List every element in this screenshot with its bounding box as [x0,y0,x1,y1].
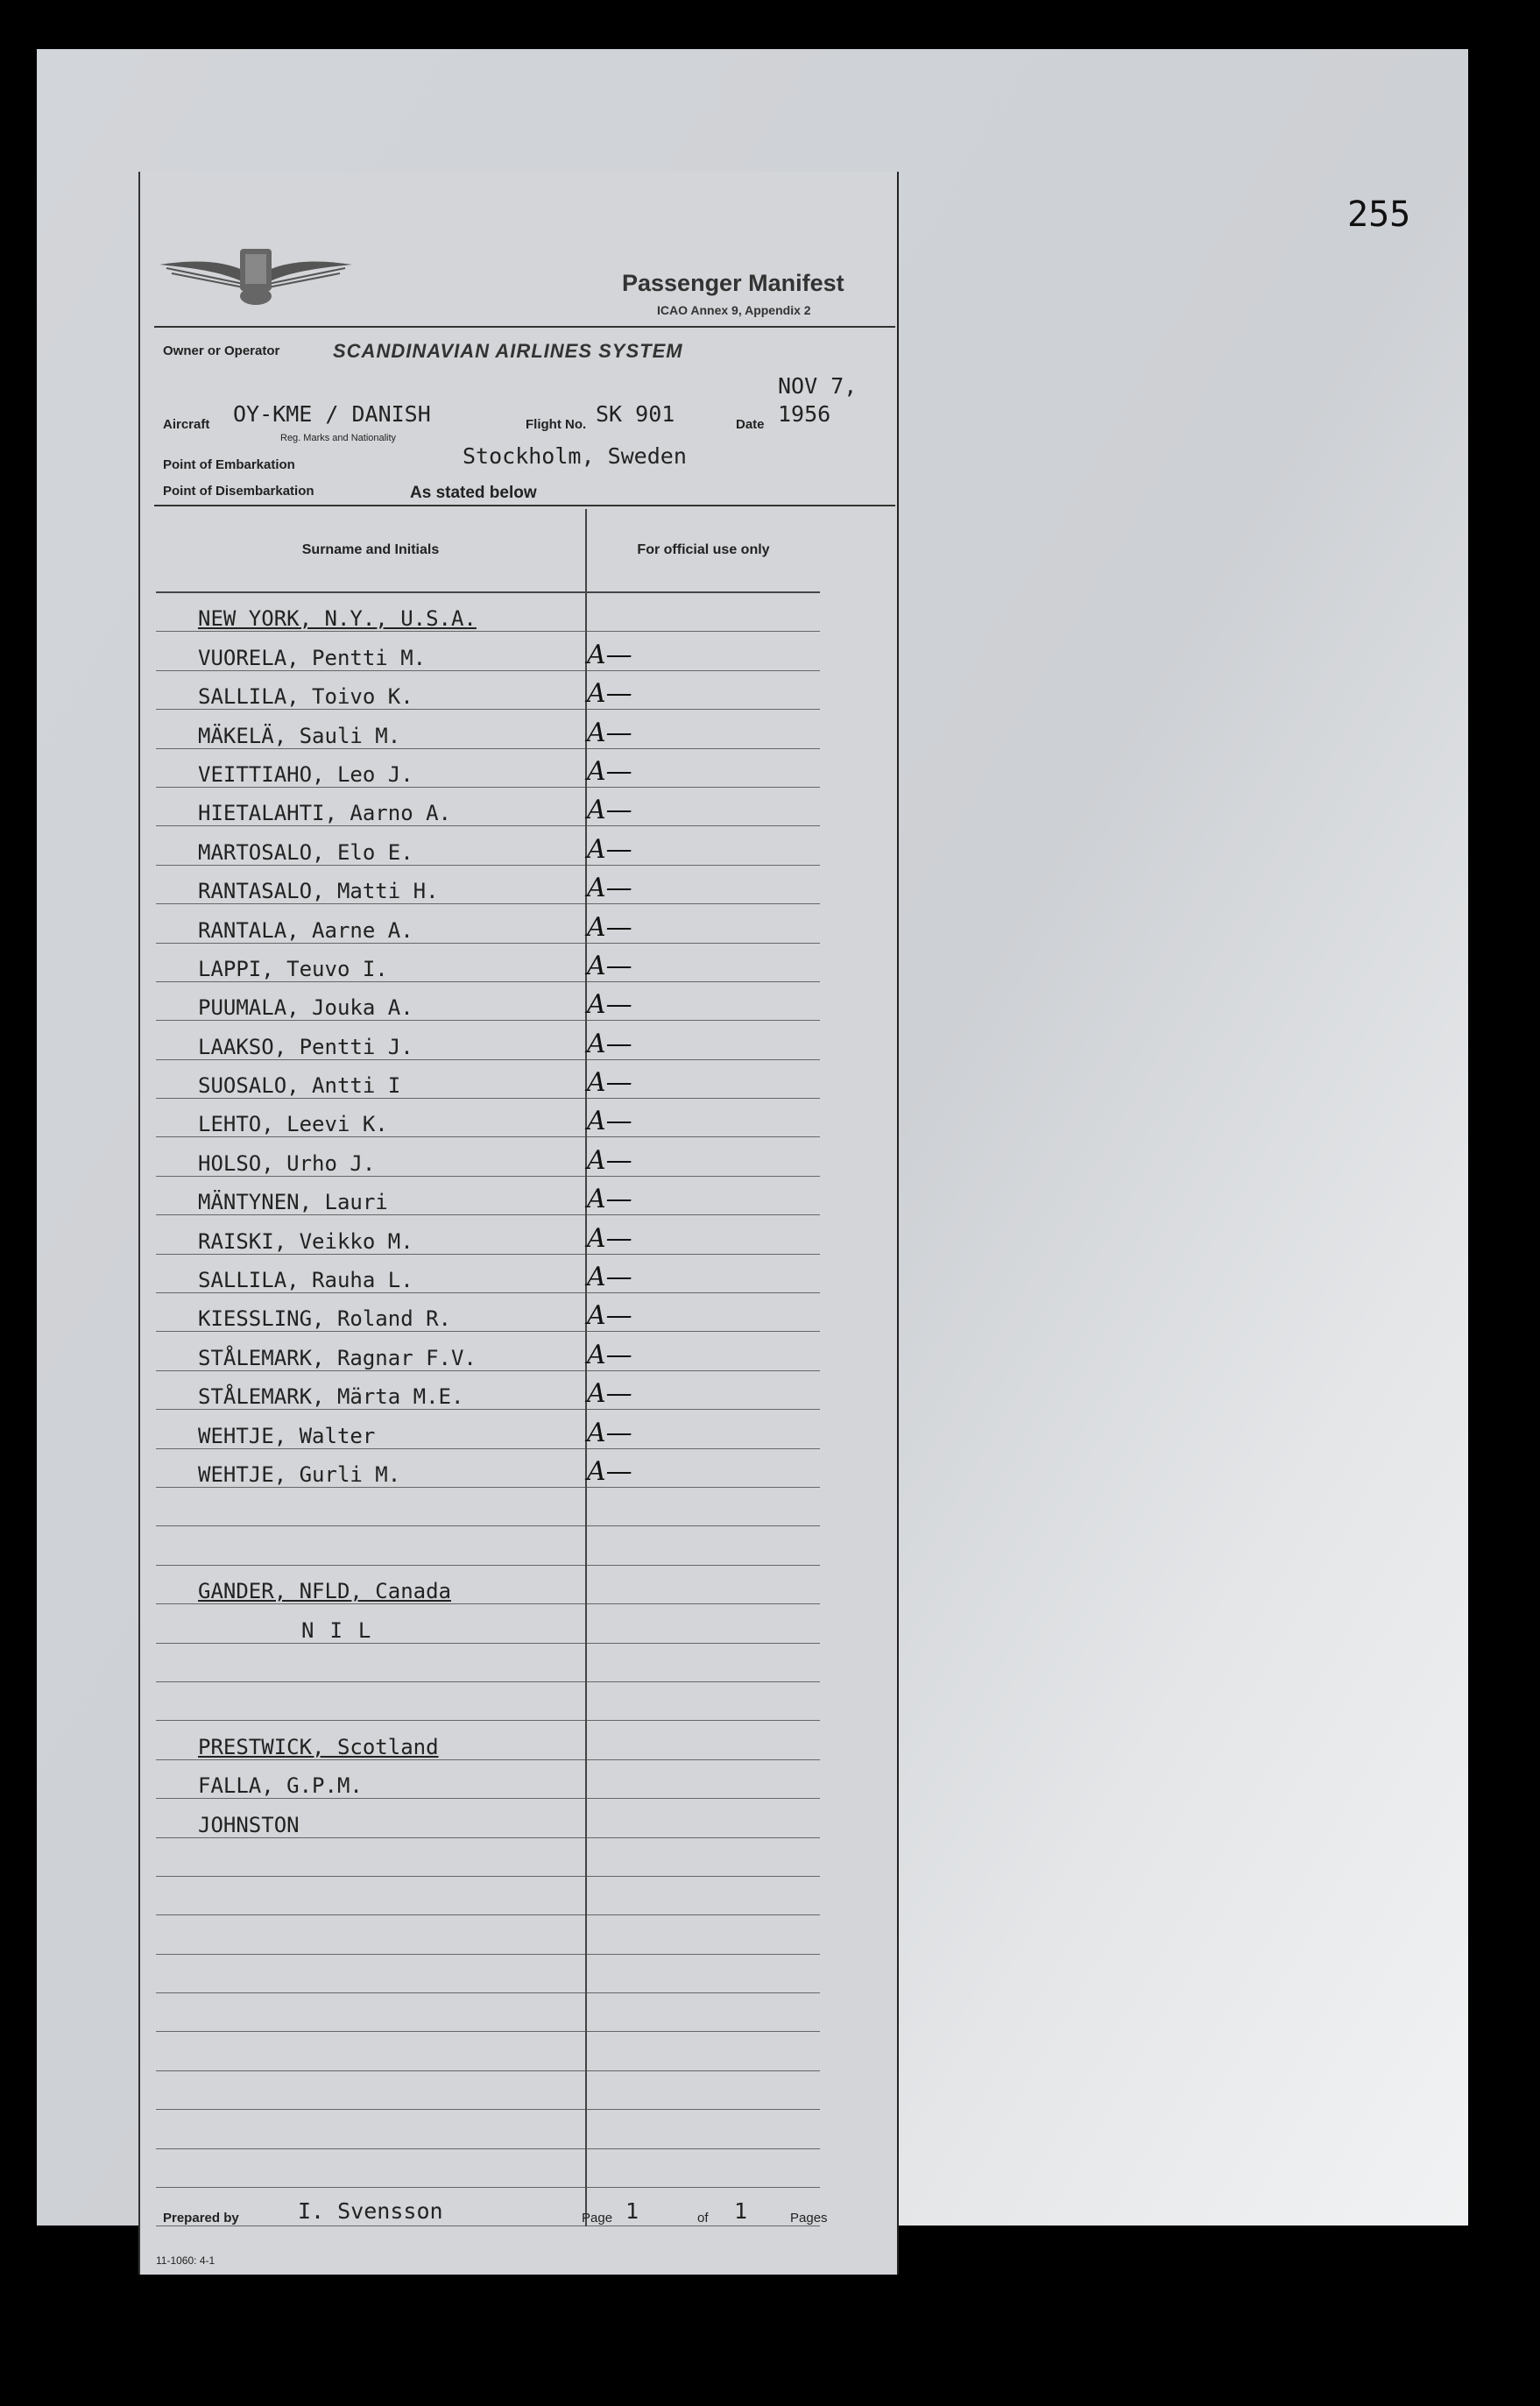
date-value-line2: 1956 [778,401,831,427]
official-use-cell [586,904,820,943]
aircraft-value: OY-KME / DANISH [233,401,431,427]
embark-value: Stockholm, Sweden [463,443,687,469]
official-mark: A— [587,1339,632,1370]
header-rule [154,326,895,328]
passenger-name [156,1759,586,1798]
passenger-name-text: MÄNTYNEN, Lauri [198,1190,388,1215]
table-row [156,826,820,865]
form-code: 11-1060: 4-1 [156,2254,215,2267]
table-row [156,1059,820,1098]
passenger-name [156,1876,586,1914]
passenger-name-text: KIESSLING, Roland R. [198,1306,451,1332]
official-mark: A— [587,1028,632,1059]
table-row [156,1099,820,1137]
table-row [156,1254,820,1292]
passenger-name-text: RAISKI, Veikko M. [198,1228,413,1254]
passenger-name-text: SUOSALO, Antti I [198,1073,401,1099]
passenger-name [156,826,586,865]
table-body [156,592,820,2226]
form-footer [156,2191,874,2226]
official-mark: A— [587,1144,632,1176]
passenger-name-text: SALLILA, Toivo K. [198,684,413,710]
passenger-name-text: LEHTO, Leevi K. [198,1112,388,1137]
table-row [156,787,820,825]
official-mark: A— [587,795,632,826]
passenger-name [156,1215,586,1254]
table-row [156,1215,820,1254]
official-use-cell [586,1254,820,1292]
destination-heading [156,1721,586,1759]
official-use-cell [586,1293,820,1332]
official-use-cell [586,632,820,670]
table-row [156,1293,820,1332]
table-row [156,1137,820,1176]
of-value: 1 [734,2198,748,2224]
official-use-cell [586,2070,820,2109]
official-mark: A— [587,989,632,1021]
table-row [156,1799,820,1837]
table-row [156,1176,820,1214]
official-use-cell [586,1915,820,1954]
passenger-name [156,1410,586,1448]
official-use-cell [586,1954,820,1992]
passenger-name [156,1799,586,1837]
form-title: Passenger Manifest [622,270,844,296]
pages-label: Pages [790,2211,828,2226]
form-header [140,172,894,509]
table-row [156,1448,820,1487]
table-row [156,1681,820,1720]
page-number: 255 [1347,195,1411,235]
official-mark: A— [587,873,632,904]
official-use-cell [586,1565,820,1603]
official-mark: A— [587,1067,632,1099]
official-use-cell [586,1332,820,1370]
passenger-name [156,904,586,943]
passenger-name-text: RANTASALO, Matti H. [198,879,439,904]
passenger-name [156,2032,586,2070]
table-row [156,1643,820,1681]
passenger-table [156,509,820,2226]
official-mark: A— [587,911,632,943]
official-use-cell [586,2110,820,2148]
passenger-name [156,1332,586,1370]
official-use-cell [586,787,820,825]
official-use-column-header: For official use only [586,509,820,592]
passenger-name [156,710,586,748]
passenger-name [156,1487,586,1525]
official-mark: A— [587,678,632,710]
official-mark: A— [587,1262,632,1293]
table-row [156,1915,820,1954]
table-row [156,2110,820,2148]
passenger-name [156,2070,586,2109]
passenger-name [156,1021,586,1059]
table-row [156,904,820,943]
passenger-name [156,1059,586,1098]
destination-text: PRESTWICK, Scotland [198,1734,439,1759]
official-use-cell [586,1876,820,1914]
passenger-name [156,1954,586,1992]
official-use-cell [586,981,820,1020]
destination-heading [156,1565,586,1603]
official-use-cell [586,748,820,787]
table-row [156,1954,820,1992]
passenger-name [156,1915,586,1954]
passenger-name-text: RANTALA, Aarne A. [198,917,413,943]
official-use-cell [586,1643,820,1681]
official-mark: A— [587,1455,632,1487]
passenger-name-text: VUORELA, Pentti M. [198,645,427,670]
table-row [156,1410,820,1448]
aircraft-label: Aircraft [163,417,210,432]
passenger-name-text: LAAKSO, Pentti J. [198,1034,413,1059]
official-use-cell [586,1681,820,1720]
table-row [156,710,820,748]
passenger-manifest-form [138,172,899,2275]
passenger-name [156,1604,586,1643]
passenger-name-text: SALLILA, Rauha L. [198,1268,413,1293]
document-sheet [37,49,1468,2267]
passenger-name-text: LAPPI, Teuvo I. [198,956,388,981]
official-use-cell [586,943,820,981]
passenger-name-text: MÄKELÄ, Sauli M. [198,723,401,748]
passenger-name-text: MARTOSALO, Elo E. [198,839,413,865]
table-row [156,592,820,632]
passenger-name-text: NIL [301,1617,387,1643]
official-use-cell [586,1137,820,1176]
form-subtitle: ICAO Annex 9, Appendix 2 [657,303,811,317]
passenger-name [156,865,586,903]
table-row [156,981,820,1020]
official-use-cell [586,1176,820,1214]
official-use-cell [586,1370,820,1409]
official-use-cell [586,1721,820,1759]
flight-value: SK 901 [596,401,675,427]
passenger-name [156,670,586,709]
passenger-name-text: WEHTJE, Gurli M. [198,1461,401,1487]
date-label: Date [736,417,765,432]
passenger-name [156,1681,586,1720]
official-use-cell [586,1099,820,1137]
passenger-name-text: STÅLEMARK, Ragnar F.V. [198,1345,477,1370]
official-use-cell [586,1215,820,1254]
official-use-cell [586,1021,820,1059]
passenger-name [156,748,586,787]
passenger-name [156,1448,586,1487]
header-bottom-rule [154,505,895,506]
official-mark: A— [587,1222,632,1254]
official-use-cell [586,1799,820,1837]
embark-label: Point of Embarkation [163,457,295,472]
passenger-name [156,1837,586,1876]
official-mark: A— [587,1417,632,1448]
table-header-row [156,509,820,592]
official-mark: A— [587,1300,632,1332]
passenger-name [156,943,586,981]
table-row [156,1370,820,1409]
passenger-name [156,981,586,1020]
official-use-cell [586,826,820,865]
date-value-line1: NOV 7, [778,373,858,399]
passenger-name [156,1254,586,1292]
official-use-cell [586,1448,820,1487]
table-row [156,943,820,981]
official-use-cell [586,1837,820,1876]
table-row [156,1604,820,1643]
passenger-name-text: PUUMALA, Jouka A. [198,995,413,1021]
official-use-cell [586,2148,820,2187]
passenger-name-text: VEITTIAHO, Leo J. [198,761,413,787]
passenger-name-text: HOLSO, Urho J. [198,1150,376,1176]
official-use-cell [586,1410,820,1448]
table-row [156,1993,820,2032]
passenger-name [156,2110,586,2148]
table-row [156,1837,820,1876]
passenger-name-text: STÅLEMARK, Märta M.E. [198,1384,464,1410]
official-use-cell [586,710,820,748]
passenger-name [156,787,586,825]
table-row [156,1332,820,1370]
passenger-name-text: JOHNSTON [198,1812,300,1837]
prepared-by-value: I. Svensson [298,2198,443,2224]
official-use-cell [586,670,820,709]
table-row [156,1759,820,1798]
table-row [156,1565,820,1603]
passenger-name [156,1137,586,1176]
official-use-cell [586,1487,820,1525]
aircraft-sublabel: Reg. Marks and Nationality [280,433,397,443]
official-mark: A— [587,1378,632,1410]
table-row [156,632,820,670]
of-label: of [697,2211,709,2226]
official-mark: A— [587,1184,632,1215]
passenger-name [156,1993,586,2032]
official-use-cell [586,865,820,903]
table-row [156,2070,820,2109]
surname-column-header: Surname and Initials [156,509,586,592]
table-row [156,1721,820,1759]
official-mark: A— [587,950,632,981]
destination-text: GANDER, NFLD, Canada [198,1579,451,1604]
official-mark: A— [587,639,632,670]
page-label: Page [582,2211,613,2226]
table-row [156,670,820,709]
official-mark: A— [587,1106,632,1137]
passenger-name-text: WEHTJE, Walter [198,1423,376,1448]
airline-wings-logo [159,242,352,312]
table-row [156,748,820,787]
table-row [156,865,820,903]
destination-text: NEW YORK, N.Y., U.S.A. [198,606,477,632]
prepared-by-label: Prepared by [163,2211,239,2226]
destination-heading [156,592,586,632]
page-value: 1 [625,2198,639,2224]
official-mark: A— [587,833,632,865]
passenger-name [156,1099,586,1137]
owner-label: Owner or Operator [163,343,280,358]
passenger-name [156,1293,586,1332]
passenger-name [156,1643,586,1681]
official-use-cell [586,1993,820,2032]
table-row [156,2032,820,2070]
owner-value: SCANDINAVIAN AIRLINES SYSTEM [333,340,683,362]
flight-label: Flight No. [526,417,587,432]
table-row [156,1876,820,1914]
official-mark: A— [587,717,632,748]
official-use-cell [586,1604,820,1643]
passenger-name-text: HIETALAHTI, Aarno A. [198,801,451,826]
passenger-name-text: FALLA, G.P.M. [198,1773,363,1799]
passenger-name [156,1526,586,1565]
official-use-cell [586,1526,820,1565]
disembark-value: As stated below [410,484,537,502]
official-use-cell [586,592,820,632]
passenger-name [156,1370,586,1409]
table-row [156,1487,820,1525]
official-use-cell [586,2032,820,2070]
table-row [156,2148,820,2187]
official-use-cell [586,1759,820,1798]
table-row [156,1526,820,1565]
table-row [156,1021,820,1059]
passenger-name [156,2148,586,2187]
passenger-name [156,1176,586,1214]
passenger-name [156,632,586,670]
official-use-cell [586,1059,820,1098]
disembark-label: Point of Disembarkation [163,484,314,499]
official-mark: A— [587,755,632,787]
